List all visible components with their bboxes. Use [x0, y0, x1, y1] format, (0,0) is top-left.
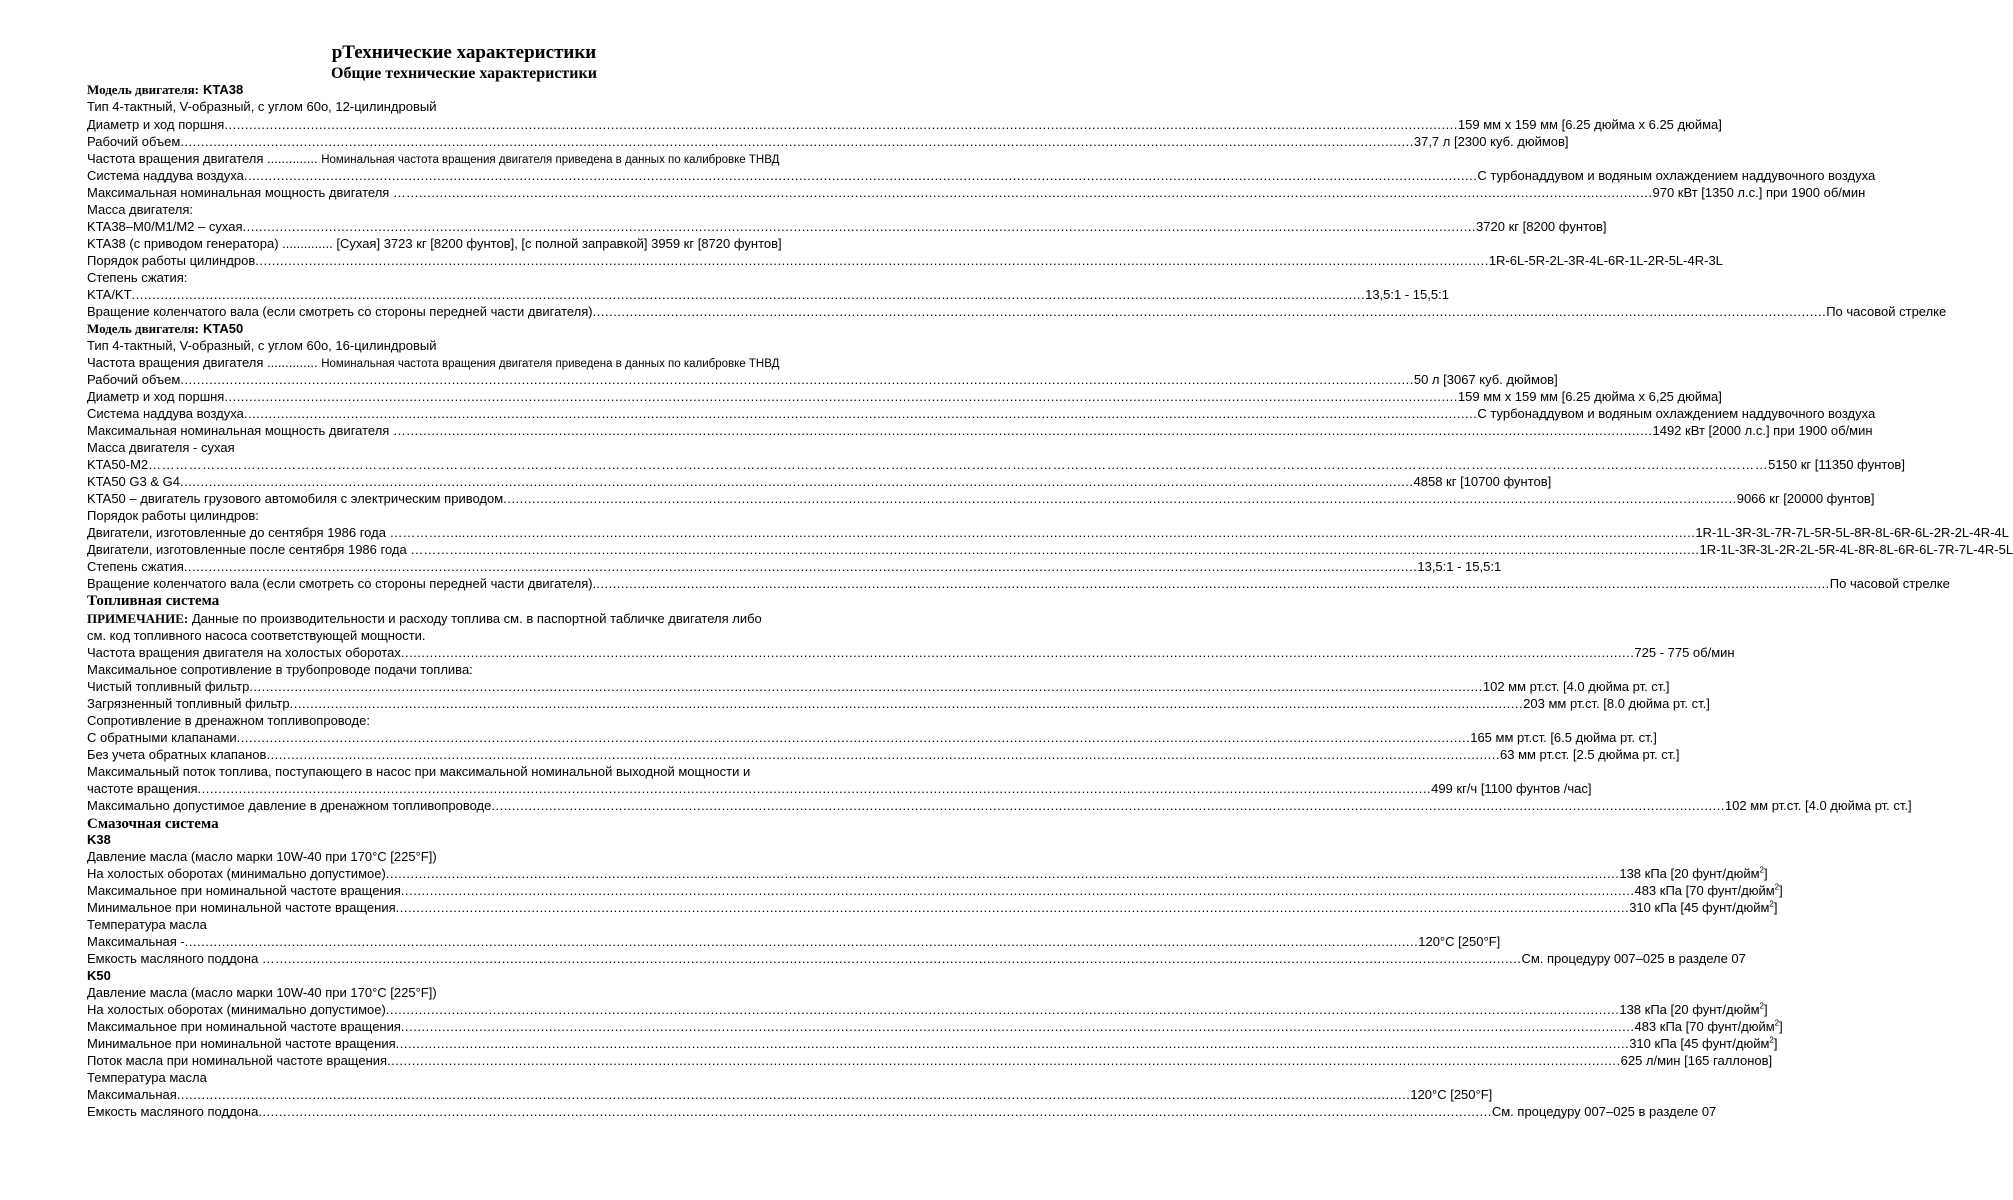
spec-label: Минимальное при номинальной частоте вращения [87, 1036, 396, 1051]
fuel-note-line2: см. код топливного насоса соответствующей мощности. [87, 628, 426, 643]
spec-value: 1R-1L-3R-3L-2R-2L-5R-4L-8R-8L-6R-6L-7R-7L-4R-5L [1699, 542, 2013, 557]
k50-max [87, 1018, 1783, 1035]
spec-label: KTA38–M0/M1/M2 – сухая [87, 219, 243, 234]
leader-dots: ............................................................................................................................................................................................................................................................................................................ [385, 1002, 1620, 1017]
superscript: 2 [1769, 1035, 1774, 1045]
kta50-mass2 [87, 474, 1552, 490]
k50-idle [87, 1001, 1768, 1018]
spec-label: Вращение коленчатого вала (если смотреть со стороны передней части двигателя). [87, 576, 597, 591]
spec-label: Максимальное при номинальной частоте вращения [87, 883, 401, 898]
leader-dots: ............................................................................................................................................................................................................................................................................................................ [224, 117, 1458, 132]
leader-dots: ............................................................................................................................................................................................................................................................................................................ [400, 1019, 1635, 1034]
kta38-mass2 [87, 236, 820, 252]
spec-label: KTA50 – двигатель грузового автомобиля с электрическим приводом [87, 491, 504, 506]
model-label: Модель двигателя: [87, 321, 199, 336]
leader-dots: ............................................................................................................................................................................................................................................................................................................ [131, 287, 1366, 302]
fuel-heading: Топливная система [87, 593, 220, 609]
spec-value: Номинальная частота вращения двигателя приведена в данных по калибровке ТНВД [321, 154, 780, 166]
spec-value: 165 мм рт.ст. [6.5 дюйма рт. ст.] [1470, 730, 1657, 745]
kta50-mass1 [87, 457, 1905, 473]
k38-idle [87, 865, 1768, 882]
fuel-drain-max [87, 798, 1912, 814]
spec-value: 970 кВт [1350 л.с.] при 1900 об/мин [1652, 185, 1866, 200]
leader-dots: ............................................................................................................................................................................................................................................................................................................ [592, 304, 1827, 319]
model-label: Модель двигателя: [87, 82, 199, 97]
spec-label: Рабочий объем [87, 372, 181, 387]
spec-label: Максимально допустимое давление в дренажном топливопроводе [87, 798, 492, 813]
spec-label: Емкость масляного поддона [87, 1104, 259, 1119]
kta50-bore [87, 389, 1722, 405]
k50-min [87, 1035, 1778, 1052]
spec-value: 102 мм рт.ст. [4.0 дюйма рт. ст.] [1724, 798, 1912, 813]
k38-pressure-heading: Давление масла (масло марки 10W-40 при 170°C [225°F]) [87, 849, 437, 864]
spec-value: 37,7 л [2300 куб. дюймов] [1413, 134, 1569, 149]
spec-label: Степень сжатия [87, 559, 184, 574]
leader-dots: ............................................................................................................................................................................................................................................................................................................ [395, 1036, 1630, 1051]
spec-label: Максимальная [87, 1087, 177, 1102]
spec-value: См. процедуру 007–025 в разделе 07 [1491, 1104, 1717, 1119]
kta50-firing-heading: Порядок работы цилиндров: [87, 508, 259, 523]
fuel-drain-heading: Сопротивление в дренажном топливопроводе: [87, 713, 370, 728]
spec-label: Вращение коленчатого вала (если смотреть со стороны передней части двигателя) [87, 304, 593, 319]
leader-dots: ............................................................................................................................................................................................................................................................................................................ [236, 730, 1471, 745]
leader-dots: ............................................................................................................................................................................................................................................................................................................ [266, 747, 1500, 762]
leader-dots: ……………………………………………………………………………………………………………………………………………………………………………………………………………………………………………………………………………………………………………………………… [148, 457, 1769, 472]
spec-label: Порядок работы цилиндров [87, 253, 256, 268]
kta50-aspiration [87, 406, 1876, 422]
leader-dots: ............................................................................................................................................................................................................................................................................................................ [224, 389, 1458, 404]
leader-dots: ............................................................................................................................................................................................................................................................................................................ [400, 883, 1635, 898]
bracket: ] [1773, 1036, 1778, 1051]
kta38-compression [87, 287, 1449, 303]
spec-value: 159 мм х 159 мм [6.25 дюйма х 6,25 дюйма] [1457, 389, 1722, 404]
bracket: ] [1779, 883, 1783, 898]
leader-dots: ............................................................................................................................................................................................................................................................................................................ [387, 1053, 1621, 1068]
fuel-no-check-valves [87, 747, 1680, 763]
spec-label: Максимальная номинальная мощность двигателя …… [87, 423, 419, 438]
fuel-supply-heading: Максимальное сопротивление в трубопроводе подачи топлива: [87, 662, 473, 677]
kta38-power [87, 185, 1866, 201]
spec-label: Частота вращения двигателя .............. [87, 151, 318, 166]
fuel-flow-line1: Максимальный поток топлива, поступающего в насос при максимальной номинальной выходной мощности и [87, 764, 751, 779]
spec-value: 625 л/мин [165 галлонов] [1620, 1053, 1773, 1068]
superscript: 2 [1774, 882, 1780, 892]
kta38-speed [87, 151, 820, 167]
spec-value: См. процедуру 007–025 в разделе 07 [1521, 951, 1746, 966]
leader-dots: ............................................................................................................................................................................................................................................................................................................ [180, 372, 1414, 387]
spec-label: Максимальная номинальная мощность двигателя …… [87, 185, 419, 200]
fuel-clean-filter [87, 679, 1670, 695]
spec-value: По часовой стрелке [1829, 576, 1950, 591]
spec-value [1634, 883, 1782, 899]
value-text: 310 кПа [45 фунт/дюйм [1629, 900, 1770, 915]
k50-temp-heading: Температура масла [87, 1070, 207, 1085]
k38-max [87, 882, 1783, 899]
spec-value: С турбонаддувом и водяным охлаждением наддувочного воздуха [1477, 406, 1876, 421]
kta38-compression-heading: Степень сжатия: [87, 270, 188, 285]
leader-dots: ............................................................................................................................................................................................................................................................................................................ [289, 696, 1524, 711]
spec-value: 9066 кг [20000 фунтов] [1736, 491, 1875, 506]
spec-value [1634, 1019, 1782, 1035]
leader-dots: ............................................................................................................................................................................................................................................................................................................ [249, 679, 1483, 694]
page-title: рТехнические характеристики [331, 42, 597, 63]
lube-heading: Смазочная система [87, 816, 219, 832]
kta50-rotation [87, 576, 1950, 592]
spec-value: 159 мм х 159 мм [6.25 дюйма х 6.25 дюйма] [1457, 117, 1722, 132]
fuel-flow [87, 781, 1592, 797]
bracket: ] [1773, 900, 1778, 915]
spec-value: 3720 кг [8200 фунтов] [1476, 219, 1607, 234]
spec-value [1619, 866, 1767, 882]
spec-label: KTA50 G3 & G4 [87, 474, 180, 489]
spec-label: С обратными клапанами [87, 730, 237, 745]
leader-dots: ............................................................................................................................................................................................................................................................................................................ [461, 525, 1696, 540]
k38-pan [87, 951, 1746, 967]
spec-value: По часовой стрелке [1826, 304, 1947, 319]
page-subtitle: Общие технические характеристики [331, 65, 597, 82]
spec-value: 4858 кг [10700 фунтов] [1413, 474, 1552, 489]
note-label: ПРИМЕЧАНИЕ: [87, 611, 189, 626]
spec-label: Частота вращения двигателя .............. [87, 355, 318, 370]
fuel-note [87, 611, 820, 627]
spec-value: 1492 кВт [2000 л.с.] при 1900 об/мин [1652, 423, 1873, 438]
leader-dots: ............................................................................................................................................................................................................................................................................................................ [258, 1104, 1492, 1119]
leader-dots: ............................................................................................................................................................................................................................................................................................................ [255, 253, 1489, 268]
kta50-type: Тип 4-тактный, V-образный, с углом 60о, 16-цилиндровый [87, 338, 437, 353]
spec-label: Двигатели, изготовленные до сентября 1986 года …………….. [87, 525, 462, 540]
kta50-displacement [87, 372, 1558, 388]
leader-dots: ............................................................................................................................................................................................................................................................................................................ [491, 798, 1725, 813]
value-text: 483 кПа [70 фунт/дюйм [1634, 1019, 1775, 1034]
spec-label: Минимальное при номинальной частоте вращения [87, 900, 396, 915]
spec-value: 13,5:1 - 15,5:1 [1417, 559, 1502, 574]
spec-label: KTA50-M2 [87, 457, 149, 472]
kta50-compression [87, 559, 1502, 575]
leader-dots: ............................................................................................................................................................................................................................................................................................................ [418, 423, 1653, 438]
spec-label: KTA38 (с приводом генератора) .............. [87, 236, 333, 251]
value-text: 138 кПа [20 фунт/дюйм [1619, 1002, 1760, 1017]
leader-dots: ............................................................................................................................................................................................................................................................................................................ [179, 474, 1414, 489]
spec-value: 203 мм рт.ст. [8.0 дюйма рт. ст.] [1523, 696, 1710, 711]
k38-label: K38 [87, 832, 111, 847]
leader-dots: ............................................................................................................................................................................................................................................................................................................ [503, 491, 1737, 506]
spec-value: [Сухая] 3723 кг [8200 фунтов], [с полной заправкой] 3959 кг [8720 фунтов] [336, 236, 782, 251]
k38-temp [87, 934, 1501, 950]
kta50-mass-heading: Масса двигателя - сухая [87, 440, 235, 455]
spec-label: Без учета обратных клапанов [87, 747, 267, 762]
kta50-speed [87, 355, 820, 371]
kta38-rotation [87, 304, 1947, 320]
spec-label: Двигатели, изготовленные после сентября 1986 года …………. [87, 542, 466, 557]
kta38-bore [87, 117, 1722, 133]
spec-value: 120°C [250°F] [1410, 1087, 1493, 1102]
spec-value: 120°C [250°F] [1418, 934, 1501, 949]
spec-value: 725 - 775 об/мин [1634, 645, 1735, 660]
spec-label: Поток масла при номинальной частоте вращения [87, 1053, 388, 1068]
kta38-model [87, 82, 243, 98]
superscript: 2 [1759, 1001, 1764, 1011]
leader-dots: ............................................................................................................................................................................................................................................................................................................ [287, 951, 1522, 966]
leader-dots: ............................................................................................................................................................................................................................................................................................................ [385, 866, 1620, 881]
spec-label: Максимальная - [87, 934, 185, 949]
spec-label: Максимальное при номинальной частоте вращения [87, 1019, 401, 1034]
leader-dots: ............................................................................................................................................................................................................................................................................................................ [465, 542, 1700, 557]
bracket: ] [1779, 1019, 1783, 1034]
spec-label: Рабочий объем [87, 134, 181, 149]
fuel-idle [87, 645, 1735, 661]
k50-pan [87, 1104, 1717, 1120]
spec-value: 1R-6L-5R-2L-3R-4L-6R-1L-2R-5L-4R-3L [1488, 253, 1723, 268]
spec-label: Загрязненный топливный фильтр [87, 696, 290, 711]
value-text: 483 кПа [70 фунт/дюйм [1634, 883, 1775, 898]
k38-temp-heading: Температура масла [87, 917, 207, 932]
spec-label: Емкость масляного поддона …… [87, 951, 288, 966]
leader-dots: ............................................................................................................................................................................................................................................................................................................ [395, 900, 1630, 915]
fuel-dirty-filter [87, 696, 1710, 712]
spec-value: 63 мм рт.ст. [2.5 дюйма рт. ст.] [1500, 747, 1680, 762]
spec-value: 50 л [3067 куб. дюймов] [1413, 372, 1558, 387]
k38-min [87, 899, 1778, 916]
spec-value [1629, 1036, 1777, 1052]
model-value: KTA50 [202, 321, 244, 336]
model-value: KTA38 [202, 82, 244, 97]
kta38-type: Тип 4-тактный, V-образный, с углом 60о, 12-цилиндровый [87, 99, 437, 114]
spec-value [1629, 900, 1777, 916]
leader-dots: ............................................................................................................................................................................................................................................................................................................ [183, 559, 1418, 574]
kta50-model [87, 321, 243, 337]
superscript: 2 [1759, 865, 1764, 875]
leader-dots: ............................................................................................................................................................................................................................................................................................................ [242, 219, 1477, 234]
spec-label: Система наддува воздуха [87, 168, 244, 183]
leader-dots: ............................................................................................................................................................................................................................................................................................................ [176, 1087, 1411, 1102]
kta50-mass3 [87, 491, 1875, 507]
leader-dots: ............................................................................................................................................................................................................................................................................................................ [180, 134, 1414, 149]
spec-label: Частота вращения двигателя на холостых оборотах [87, 645, 401, 660]
spec-label: Диаметр и ход поршня [87, 117, 225, 132]
bracket: ] [1764, 866, 1768, 881]
leader-dots: ............................................................................................................................................................................................................................................................................................................ [243, 168, 1478, 183]
leader-dots: ............................................................................................................................................................................................................................................................................................................ [400, 645, 1635, 660]
spec-value: Номинальная частота вращения двигателя приведена в данных по калибровке ТНВД [321, 358, 780, 370]
spec-value: 5150 кг [11350 фунтов] [1768, 457, 1905, 472]
kta38-aspiration [87, 168, 1876, 184]
kta50-power [87, 423, 1873, 439]
leader-dots: ............................................................................................................................................................................................................................................................................................................ [184, 934, 1419, 949]
note-text: Данные по производительности и расходу топлива см. в паспортной табличке двигателя либо [188, 611, 762, 626]
k50-label: K50 [87, 968, 111, 983]
spec-value [1619, 1002, 1767, 1018]
spec-value: 102 мм рт.ст. [4.0 дюйма рт. ст.] [1482, 679, 1670, 694]
spec-label: KTA/KT [87, 287, 132, 302]
leader-dots: ............................................................................................................................................................................................................................................................................................................ [418, 185, 1653, 200]
kta50-firing2 [87, 542, 2013, 558]
kta50-firing1 [87, 525, 2009, 541]
spec-label: Чистый топливный фильтр [87, 679, 250, 694]
spec-label: Система наддува воздуха [87, 406, 244, 421]
superscript: 2 [1769, 899, 1774, 909]
spec-label: Диаметр и ход поршня [87, 389, 225, 404]
k50-temp [87, 1087, 1493, 1103]
kta38-mass1 [87, 219, 1607, 235]
spec-label: частоте вращения [87, 781, 198, 796]
spec-value: С турбонаддувом и водяным охлаждением наддувочного воздуха [1477, 168, 1876, 183]
leader-dots: ............................................................................................................................................................................................................................................................................................................ [596, 576, 1830, 591]
k50-pressure-heading: Давление масла (масло марки 10W-40 при 170°C [225°F]) [87, 985, 437, 1000]
kta38-mass-heading: Масса двигателя: [87, 202, 194, 217]
kta38-firing [87, 253, 1723, 269]
leader-dots: ............................................................................................................................................................................................................................................................................................................ [243, 406, 1478, 421]
bracket: ] [1764, 1002, 1768, 1017]
spec-label: На холостых оборотах (минимально допустимое) [87, 1002, 386, 1017]
spec-label: На холостых оборотах (минимально допустимое) [87, 866, 386, 881]
value-text: 138 кПа [20 фунт/дюйм [1619, 866, 1760, 881]
spec-value: 499 кг/ч [1100 фунтов /час] [1431, 781, 1592, 796]
value-text: 310 кПа [45 фунт/дюйм [1629, 1036, 1770, 1051]
fuel-check-valves [87, 730, 1657, 746]
spec-value: 13,5:1 - 15,5:1 [1365, 287, 1449, 302]
k50-flow [87, 1053, 1773, 1069]
spec-value: 1R-1L-3R-3L-7R-7L-5R-5L-8R-8L-6R-6L-2R-2L-4R-4L [1695, 525, 2009, 540]
leader-dots: ............................................................................................................................................................................................................................................................................................................ [197, 781, 1432, 796]
kta38-displacement [87, 134, 1569, 150]
superscript: 2 [1774, 1018, 1780, 1028]
